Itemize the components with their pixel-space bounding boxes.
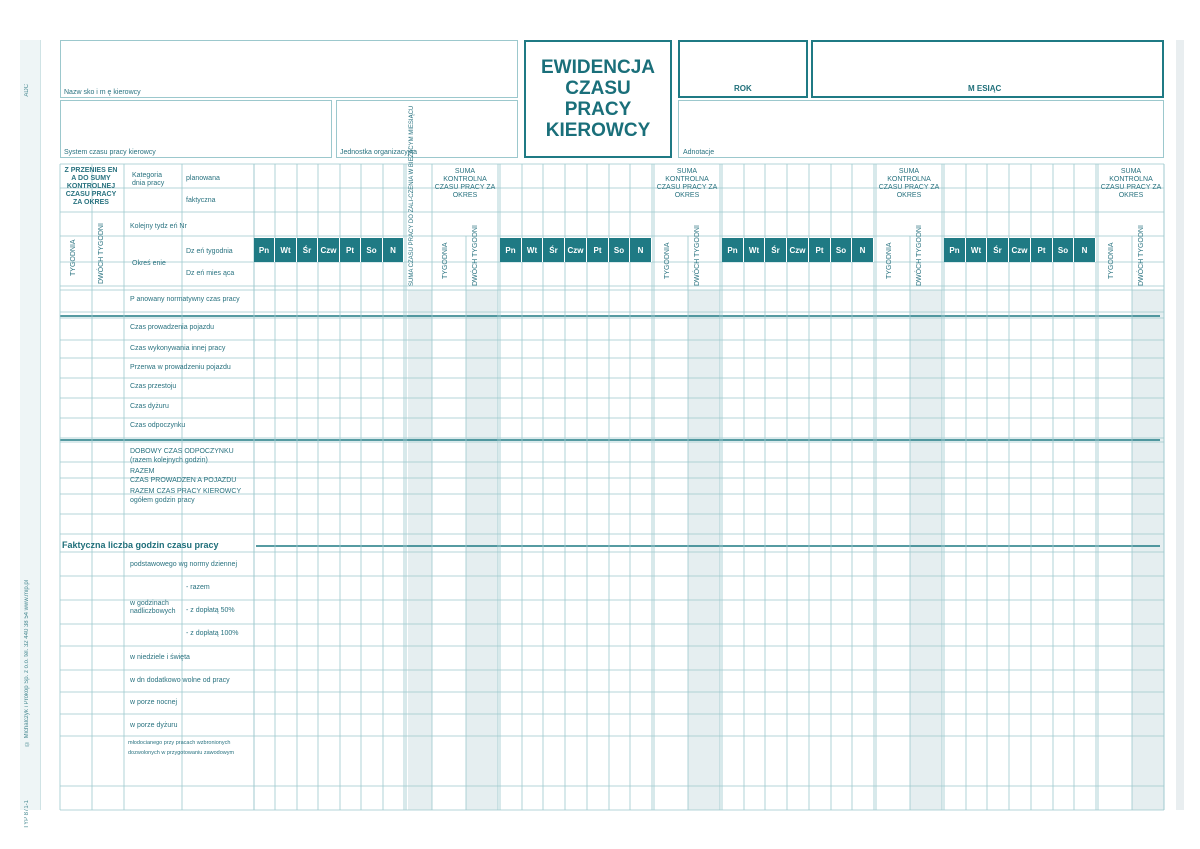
row-night-time: w porze nocnej: [130, 699, 178, 706]
row-other-work-time: Czas wykonywania innej pracy: [130, 345, 226, 352]
notes-field[interactable]: [678, 100, 1164, 158]
row-driving-break: Przerwa w prowadzeniu pojazdu: [130, 364, 231, 371]
weekday-header-1-3: Śr: [297, 238, 318, 262]
determination-label: Okreś enie: [132, 260, 166, 267]
row-extra-free-days: w dn dodatkowo wolne od pracy: [130, 677, 230, 684]
monthly-sum-shade: [408, 290, 432, 810]
weekday-header-3-4: Czw: [787, 238, 809, 262]
weekday-header-2-2: Wt: [522, 238, 543, 262]
control-sum-week-3: TYGODNIA: [886, 242, 893, 280]
control-sum-two-weeks-1: DWÓCH TYGODNI: [472, 225, 479, 286]
planned-label: planowana: [186, 175, 220, 182]
control-sum-week-2: TYGODNIA: [664, 242, 671, 280]
top-code: ADC: [24, 84, 30, 97]
weekday-header-1-6: So: [361, 238, 383, 262]
weekday-header-3-1: Pn: [722, 238, 744, 262]
row-rest-time: Czas odpoczynku: [130, 422, 186, 429]
carry-week-header: TYGODNIA: [70, 239, 77, 277]
actual-label: faktyczna: [186, 197, 216, 204]
org-unit-label: Jednostka organizacyjna: [340, 149, 418, 156]
control-sum-week-4: TYGODNIA: [1108, 242, 1115, 280]
control-sum-shade: [466, 290, 498, 810]
total-work-label: RAZEM CZAS PRACY KIEROWCY: [130, 488, 242, 495]
day-of-month-label: Dz eń mies ąca: [186, 270, 235, 277]
daily-rest-label: DOBOWY CZAS ODPOCZYNKU: [130, 448, 234, 455]
year-label: ROK: [734, 84, 752, 93]
driver-name-label: Nazw sko i m ę kierowcy: [64, 89, 141, 96]
carry-two-weeks-header: DWÓCH TYGODNI: [98, 223, 105, 284]
weekday-header-4-3: Śr: [987, 238, 1009, 262]
weekday-header-3-6: So: [831, 238, 852, 262]
row-overtime-100: - z dopłatą 100%: [186, 630, 239, 637]
weekday-header-2-3: Śr: [543, 238, 565, 262]
weekday-header-4-5: Pt: [1031, 238, 1053, 262]
control-sum-two-weeks-4: DWÓCH TYGODNI: [1138, 225, 1145, 286]
row-overtime: w godzinach nadliczbowych: [130, 600, 176, 615]
control-sum-title-4: SUMA KONTROLNA CZASU PRACY ZA OKRES: [1100, 168, 1162, 199]
weekday-header-3-2: Wt: [744, 238, 765, 262]
week-number-label: Kolejny tydz eń Nr: [130, 223, 187, 230]
daily-rest-sub: (razem kolejnych godzin): [130, 457, 208, 464]
form-title: EWIDENCJA CZASU PRACY KIEROWCY: [524, 40, 672, 158]
monthly-sum-header: SUMA CZASU PRACY DO ZALI-CZENIA W BIEŻĄCYM MIESIĄCU: [409, 105, 415, 286]
notes-label: Adnotacje: [683, 149, 715, 156]
weekday-header-4-2: Wt: [966, 238, 987, 262]
row-overtime-total: - razem: [186, 584, 210, 591]
total-label-1: RAZEM: [130, 468, 155, 475]
weekday-header-4-1: Pn: [944, 238, 966, 262]
weekday-header-3-5: Pt: [809, 238, 831, 262]
control-sum-two-weeks-2: DWÓCH TYGODNI: [694, 225, 701, 286]
control-sum-shade: [688, 290, 720, 810]
weekday-label: Dz eń tygodnia: [186, 248, 233, 255]
weekday-header-1-2: Wt: [275, 238, 297, 262]
row-duty-hours: w porze dyżuru: [130, 722, 178, 729]
weekday-header-2-1: Pn: [500, 238, 522, 262]
weekday-header-4-6: So: [1053, 238, 1074, 262]
row-minors-1: młodocianego przy pracach wzbronionych: [128, 740, 231, 746]
control-sum-shade: [910, 290, 942, 810]
control-sum-title-3: SUMA KONTROLNA CZASU PRACY ZA OKRES: [878, 168, 940, 199]
total-driving-label: CZAS PROWADZEN A POJAZDU: [130, 477, 237, 484]
weekday-header-1-4: Czw: [318, 238, 340, 262]
weekday-header-3-7: N: [852, 238, 874, 262]
weekday-header-2-7: N: [630, 238, 652, 262]
month-label: M ESIĄC: [968, 84, 1002, 93]
work-system-label: System czasu pracy kierowcy: [64, 149, 156, 156]
weekday-header-4-7: N: [1074, 238, 1096, 262]
category-label: Kategoria dnia pracy: [132, 172, 165, 187]
row-sundays-holidays: w niedziele i święta: [130, 654, 190, 661]
control-sum-title-1: SUMA KONTROLNA CZASU PRACY ZA OKRES: [434, 168, 496, 199]
weekday-header-3-3: Śr: [765, 238, 787, 262]
row-driving-time: Czas prowadzenia pojazdu: [130, 324, 215, 331]
row-duty-time: Czas dyżuru: [130, 403, 169, 410]
total-hours-label: ogółem godzin pracy: [130, 497, 195, 504]
row-overtime-50: - z dopłatą 50%: [186, 607, 235, 614]
publisher-note: © Michalczyk i Prokop Sp. z o.o. tel. 32 440 38 54 www.mip.pl: [24, 580, 30, 747]
control-sum-two-weeks-3: DWÓCH TYGODNI: [916, 225, 923, 286]
weekday-header-2-4: Czw: [565, 238, 587, 262]
weekday-header-1-7: N: [383, 238, 404, 262]
carry-over-header: Z PRZENIES EN A DO SUMY KONTROLNEJ CZASU PRACY ZA OKRES: [64, 167, 118, 206]
row-minors-2: dozwolonych w przygotowaniu zawodowym: [128, 750, 235, 756]
weekday-header-2-5: Pt: [587, 238, 609, 262]
form-code: TYP 871-1: [24, 800, 30, 829]
weekday-header-1-5: Pt: [340, 238, 361, 262]
planned-norm-label: P anowany normatywny czas pracy: [130, 296, 240, 303]
weekday-header-2-6: So: [609, 238, 630, 262]
control-sum-shade: [1132, 290, 1164, 810]
control-sum-week-1: TYGODNIA: [442, 242, 449, 280]
control-sum-title-2: SUMA KONTROLNA CZASU PRACY ZA OKRES: [656, 168, 718, 199]
weekday-header-4-4: Czw: [1009, 238, 1031, 262]
row-idle-time: Czas przestoju: [130, 383, 177, 390]
weekday-header-1-1: Pn: [254, 238, 275, 262]
actual-hours-title: Faktyczna liczba godzin czasu pracy: [62, 540, 219, 550]
row-basic-norm: podstawowego wg normy dziennej: [130, 561, 238, 568]
